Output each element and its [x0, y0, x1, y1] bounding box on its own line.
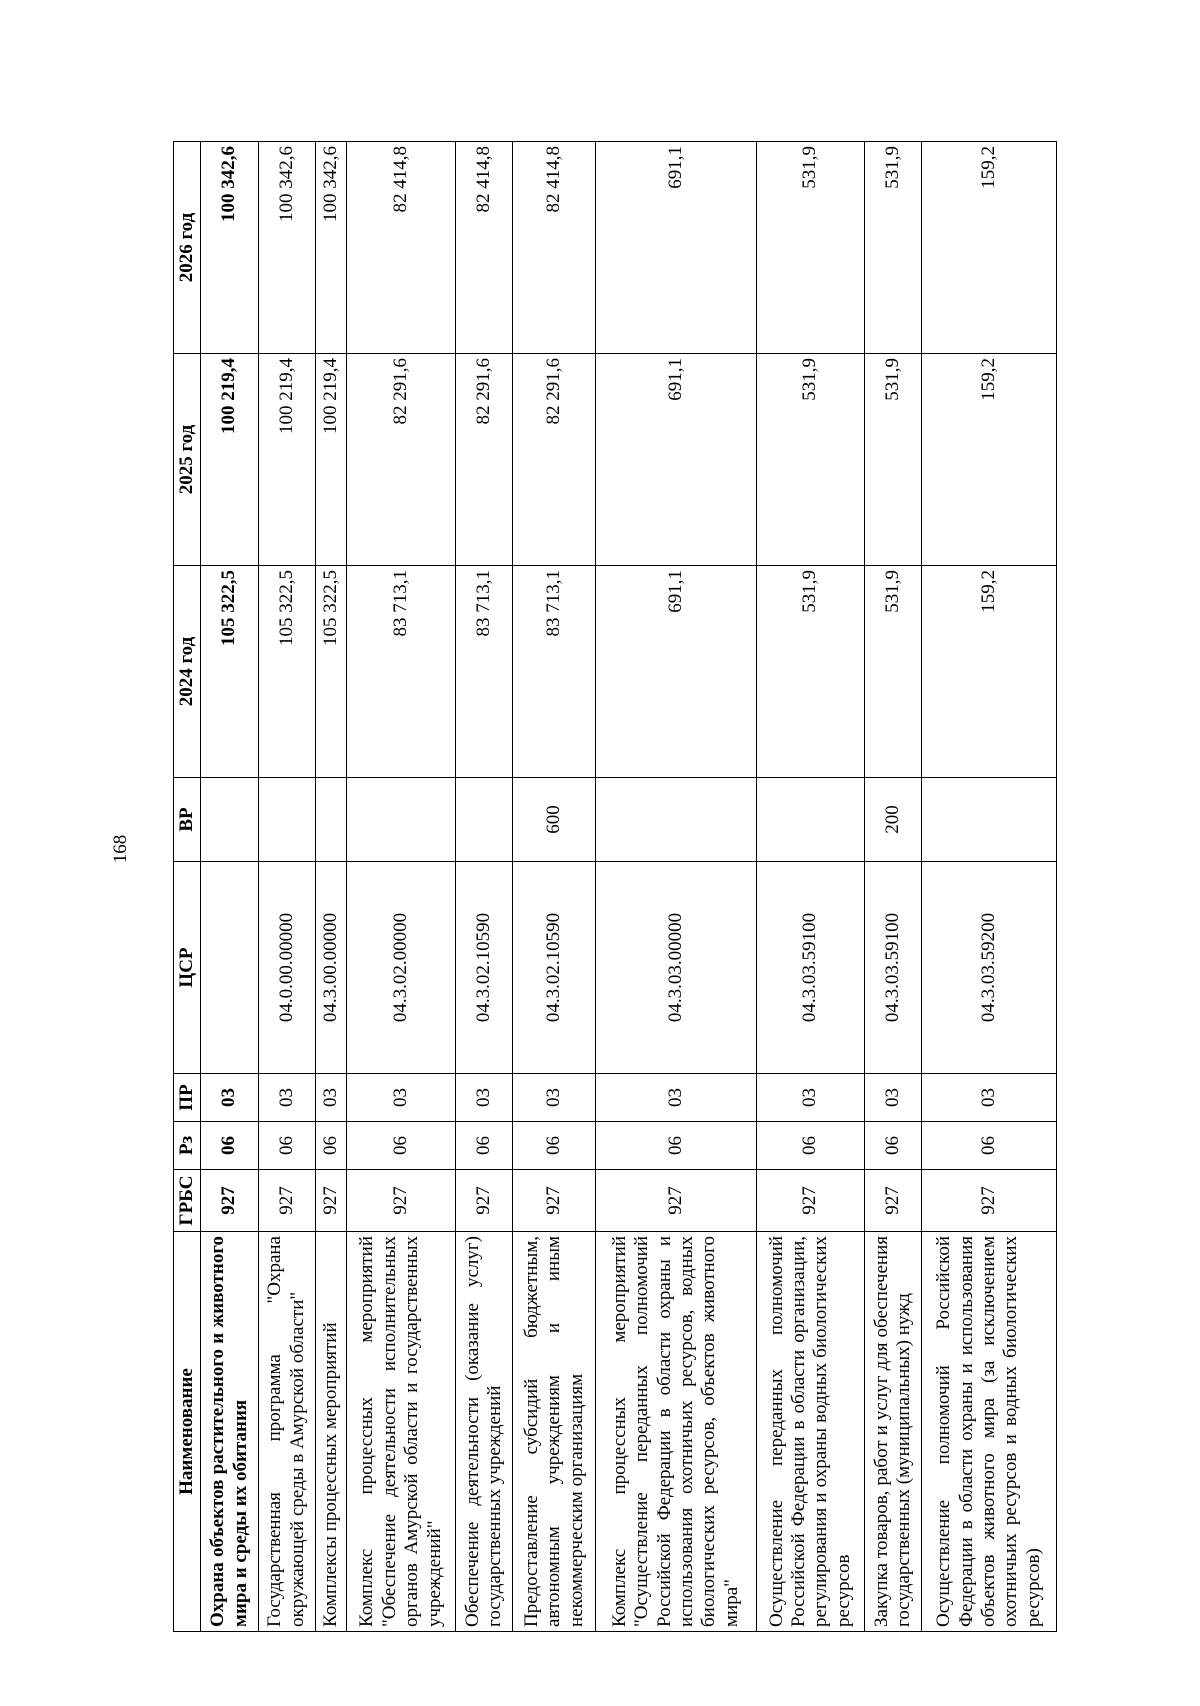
row-vr: [258, 778, 315, 862]
row-pr: 03: [456, 1074, 513, 1122]
row-2026: 100 342,6: [258, 142, 315, 354]
row-2024: 531,9: [865, 566, 922, 778]
row-name: Закупка товаров, работ и услуг для обеспечения государственных (муниципальных) нужд: [865, 1232, 922, 1632]
table-row: [756, 142, 865, 1632]
row-2024: 83 713,1: [513, 566, 596, 778]
row-2026: 82 414,8: [456, 142, 513, 354]
row-name: Охрана объектов растительного и животного мира и среды их обитания: [201, 1232, 258, 1632]
header-pr: ПР: [174, 1074, 201, 1122]
row-2024: 105 322,5: [258, 566, 315, 778]
row-grbs: 927: [756, 1170, 865, 1232]
row-2026: 531,9: [865, 142, 922, 354]
row-pr: 03: [513, 1074, 596, 1122]
row-2026: 100 342,6: [201, 142, 258, 354]
row-csr: 04.3.03.59100: [865, 862, 922, 1074]
row-pr: 03: [922, 1074, 1057, 1122]
row-grbs: 927: [201, 1170, 258, 1232]
table-row: [596, 142, 756, 1632]
row-name: Предоставление субсидий бюджетным, автономным учреждениям и иным некоммерческим организациям: [513, 1232, 596, 1632]
row-2026: 82 414,8: [513, 142, 596, 354]
row-vr: 600: [513, 778, 596, 862]
header-rz: Рз: [174, 1122, 201, 1170]
row-2024: 105 322,5: [201, 566, 258, 778]
row-2025: 82 291,6: [513, 354, 596, 566]
row-vr: [201, 778, 258, 862]
row-pr: 03: [201, 1074, 258, 1122]
row-2026: 100 342,6: [315, 142, 346, 354]
row-csr: 04.3.00.00000: [315, 862, 346, 1074]
row-grbs: 927: [922, 1170, 1057, 1232]
row-pr: 03: [596, 1074, 756, 1122]
row-2024: 159,2: [922, 566, 1057, 778]
table-row: [347, 142, 456, 1632]
row-2026: 531,9: [756, 142, 865, 354]
row-grbs: 927: [347, 1170, 456, 1232]
row-csr: 04.3.02.10590: [513, 862, 596, 1074]
table-header-row: [174, 142, 201, 1632]
row-grbs: 927: [596, 1170, 756, 1232]
table-row: [201, 142, 258, 1632]
row-vr: [347, 778, 456, 862]
table-row: [922, 142, 1057, 1632]
row-grbs: 927: [315, 1170, 346, 1232]
row-vr: [756, 778, 865, 862]
row-2024: 105 322,5: [315, 566, 346, 778]
row-csr: 04.3.02.00000: [347, 862, 456, 1074]
table-row: [258, 142, 315, 1632]
row-2024: 83 713,1: [347, 566, 456, 778]
row-pr: 03: [347, 1074, 456, 1122]
row-vr: [456, 778, 513, 862]
row-2024: 531,9: [756, 566, 865, 778]
row-rz: 06: [201, 1122, 258, 1170]
row-csr: 04.0.00.00000: [258, 862, 315, 1074]
row-2024: 83 713,1: [456, 566, 513, 778]
row-rz: 06: [315, 1122, 346, 1170]
row-rz: 06: [347, 1122, 456, 1170]
row-pr: 03: [258, 1074, 315, 1122]
row-vr: [922, 778, 1057, 862]
header-2024: 2024 год: [174, 566, 201, 778]
row-name: Комплекс процессных мероприятий "Осуществление переданных полномочий Российской Федерации в области охраны и использования охотничьих ресурсов, водных биологических ресурсов, объектов животного мира": [596, 1232, 756, 1632]
table-row: [456, 142, 513, 1632]
row-2026: 82 414,8: [347, 142, 456, 354]
row-2025: 100 219,4: [315, 354, 346, 566]
header-name: Наименование: [174, 1232, 201, 1632]
table-row: [513, 142, 596, 1632]
row-rz: 06: [258, 1122, 315, 1170]
row-name: Осуществление переданных полномочий Российской Федерации в области организации, регулирования и охраны водных биологических ресурсов: [756, 1232, 865, 1632]
row-pr: 03: [865, 1074, 922, 1122]
row-grbs: 927: [456, 1170, 513, 1232]
row-rz: 06: [922, 1122, 1057, 1170]
row-csr: 04.3.02.10590: [456, 862, 513, 1074]
row-name: Обеспечение деятельности (оказание услуг) государственных учреждений: [456, 1232, 513, 1632]
row-vr: [315, 778, 346, 862]
row-csr: 04.3.03.59100: [756, 862, 865, 1074]
row-2025: 82 291,6: [347, 354, 456, 566]
row-2026: 691,1: [596, 142, 756, 354]
row-rz: 06: [865, 1122, 922, 1170]
header-csr: ЦСР: [174, 862, 201, 1074]
row-2025: 531,9: [756, 354, 865, 566]
row-2025: 531,9: [865, 354, 922, 566]
row-csr: 04.3.03.00000: [596, 862, 756, 1074]
page-number: 168: [110, 834, 131, 864]
table-row: [315, 142, 346, 1632]
row-name: Комплексы процессных мероприятий: [315, 1232, 346, 1632]
row-2025: 159,2: [922, 354, 1057, 566]
row-2025: 82 291,6: [456, 354, 513, 566]
row-2025: 691,1: [596, 354, 756, 566]
row-pr: 03: [756, 1074, 865, 1122]
row-2025: 100 219,4: [258, 354, 315, 566]
header-2026: 2026 год: [174, 142, 201, 354]
row-rz: 06: [756, 1122, 865, 1170]
row-rz: 06: [456, 1122, 513, 1170]
row-csr: [201, 862, 258, 1074]
header-2025: 2025 год: [174, 354, 201, 566]
row-rz: 06: [596, 1122, 756, 1170]
row-rz: 06: [513, 1122, 596, 1170]
row-vr: [596, 778, 756, 862]
header-vr: ВР: [174, 778, 201, 862]
row-2025: 100 219,4: [201, 354, 258, 566]
row-name: Государственная программа "Охрана окружающей среды в Амурской области": [258, 1232, 315, 1632]
row-csr: 04.3.03.59200: [922, 862, 1057, 1074]
row-grbs: 927: [258, 1170, 315, 1232]
budget-table: [173, 141, 1057, 1632]
row-pr: 03: [315, 1074, 346, 1122]
row-name: Комплекс процессных мероприятий "Обеспечение деятельности исполнительных органов Амурской области и государственных учреждений": [347, 1232, 456, 1632]
table-row: [865, 142, 922, 1632]
row-2024: 691,1: [596, 566, 756, 778]
row-name: Осуществление полномочий Российской Федерации в области охраны и использования объектов животного мира (за исключением охотничьих ресурсов и водных биологических ресурсов): [922, 1232, 1057, 1632]
row-vr: 200: [865, 778, 922, 862]
row-grbs: 927: [865, 1170, 922, 1232]
header-grbs: ГРБС: [174, 1170, 201, 1232]
row-2026: 159,2: [922, 142, 1057, 354]
rotated-table-container: [173, 142, 1057, 1632]
row-grbs: 927: [513, 1170, 596, 1232]
